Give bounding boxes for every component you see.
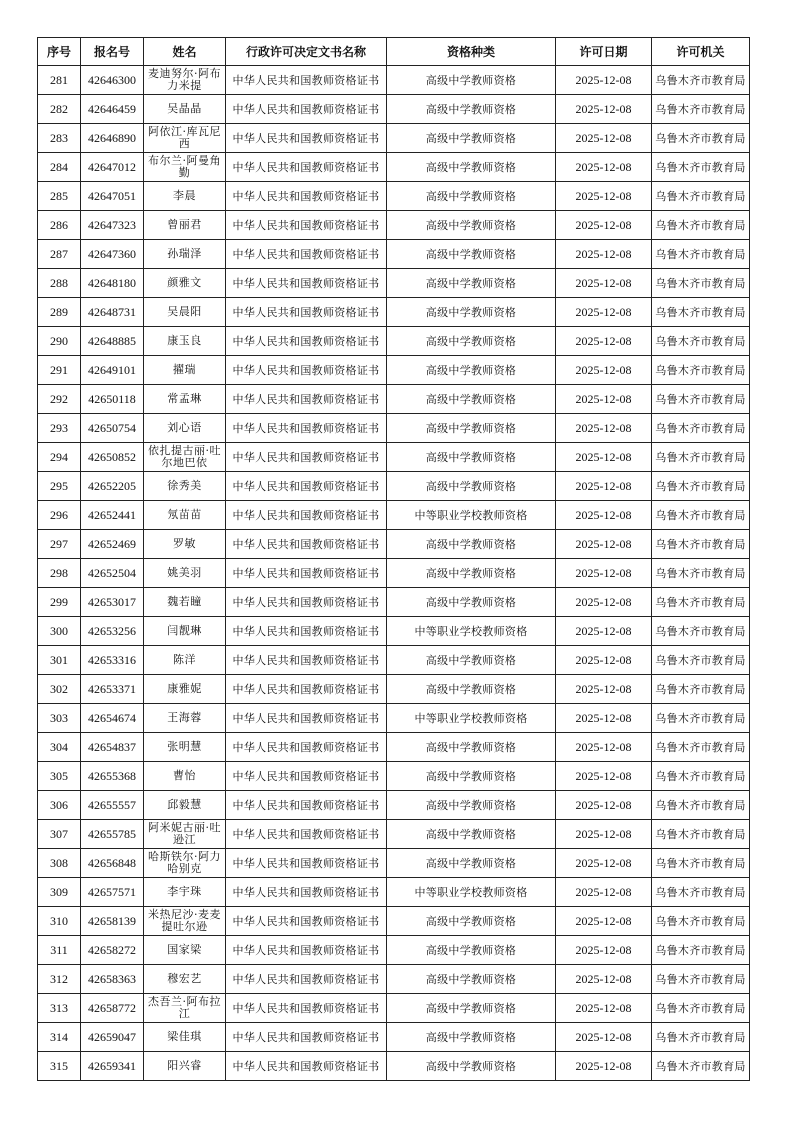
license-date-cell: 2025-12-08 <box>556 153 652 182</box>
document-name-cell: 中华人民共和国教师资格证书 <box>226 675 387 704</box>
license-date-cell: 2025-12-08 <box>556 994 652 1023</box>
name-cell: 阳兴睿 <box>144 1052 226 1081</box>
document-name-cell: 中华人民共和国教师资格证书 <box>226 95 387 124</box>
registration-number-cell: 42652469 <box>81 530 144 559</box>
index-cell: 292 <box>38 385 81 414</box>
license-date-cell: 2025-12-08 <box>556 472 652 501</box>
licensing-authority-cell: 乌鲁木齐市教育局 <box>652 907 750 936</box>
qualification-type-cell: 高级中学教师资格 <box>387 1023 556 1052</box>
document-name-cell: 中华人民共和国教师资格证书 <box>226 559 387 588</box>
document-name-cell: 中华人民共和国教师资格证书 <box>226 762 387 791</box>
qualification-type-cell: 中等职业学校教师资格 <box>387 617 556 646</box>
licensing-authority-cell: 乌鲁木齐市教育局 <box>652 240 750 269</box>
index-cell: 311 <box>38 936 81 965</box>
registration-number-cell: 42647051 <box>81 182 144 211</box>
qualification-type-cell: 高级中学教师资格 <box>387 907 556 936</box>
document-name-cell: 中华人民共和国教师资格证书 <box>226 994 387 1023</box>
table-row <box>38 240 750 269</box>
name-cell: 吴晨阳 <box>144 298 226 327</box>
document-name-cell: 中华人民共和国教师资格证书 <box>226 356 387 385</box>
index-cell: 305 <box>38 762 81 791</box>
licensing-authority-cell: 乌鲁木齐市教育局 <box>652 1023 750 1052</box>
qualification-type-cell: 高级中学教师资格 <box>387 269 556 298</box>
licensing-authority-cell: 乌鲁木齐市教育局 <box>652 95 750 124</box>
table-row <box>38 994 750 1023</box>
license-date-cell: 2025-12-08 <box>556 849 652 878</box>
license-date-cell: 2025-12-08 <box>556 298 652 327</box>
registration-number-cell: 42647323 <box>81 211 144 240</box>
qualification-type-cell: 高级中学教师资格 <box>387 965 556 994</box>
table-row <box>38 675 750 704</box>
index-cell: 314 <box>38 1023 81 1052</box>
registration-number-cell: 42654837 <box>81 733 144 762</box>
index-cell: 294 <box>38 443 81 472</box>
licensing-authority-cell: 乌鲁木齐市教育局 <box>652 559 750 588</box>
name-cell: 姚美羽 <box>144 559 226 588</box>
registration-number-cell: 42649101 <box>81 356 144 385</box>
name-cell: 麦迪努尔·阿布力米提 <box>144 66 226 95</box>
licensing-authority-cell: 乌鲁木齐市教育局 <box>652 414 750 443</box>
table-row <box>38 443 750 472</box>
licensing-authority-cell: 乌鲁木齐市教育局 <box>652 704 750 733</box>
licensing-authority-cell: 乌鲁木齐市教育局 <box>652 820 750 849</box>
registration-number-cell: 42653017 <box>81 588 144 617</box>
document-name-cell: 中华人民共和国教师资格证书 <box>226 878 387 907</box>
document-name-cell: 中华人民共和国教师资格证书 <box>226 298 387 327</box>
licensing-authority-cell: 乌鲁木齐市教育局 <box>652 849 750 878</box>
qualification-type-cell: 中等职业学校教师资格 <box>387 501 556 530</box>
qualification-type-cell: 高级中学教师资格 <box>387 733 556 762</box>
header-registration-number: 报名号 <box>81 38 144 66</box>
registration-number-cell: 42648885 <box>81 327 144 356</box>
index-cell: 295 <box>38 472 81 501</box>
name-cell: 李宇珠 <box>144 878 226 907</box>
licensing-authority-cell: 乌鲁木齐市教育局 <box>652 269 750 298</box>
name-cell: 孙瑞泽 <box>144 240 226 269</box>
qualification-type-cell: 高级中学教师资格 <box>387 95 556 124</box>
index-cell: 300 <box>38 617 81 646</box>
license-date-cell: 2025-12-08 <box>556 791 652 820</box>
license-date-cell: 2025-12-08 <box>556 733 652 762</box>
licensing-authority-cell: 乌鲁木齐市教育局 <box>652 994 750 1023</box>
document-name-cell: 中华人民共和国教师资格证书 <box>226 182 387 211</box>
licensing-authority-cell: 乌鲁木齐市教育局 <box>652 385 750 414</box>
name-cell: 布尔兰·阿曼角勤 <box>144 153 226 182</box>
licensing-authority-cell: 乌鲁木齐市教育局 <box>652 182 750 211</box>
index-cell: 286 <box>38 211 81 240</box>
registration-number-cell: 42650852 <box>81 443 144 472</box>
table-row <box>38 762 750 791</box>
license-date-cell: 2025-12-08 <box>556 936 652 965</box>
registration-number-cell: 42647012 <box>81 153 144 182</box>
document-name-cell: 中华人民共和国教师资格证书 <box>226 791 387 820</box>
licensing-authority-cell: 乌鲁木齐市教育局 <box>652 878 750 907</box>
document-name-cell: 中华人民共和国教师资格证书 <box>226 907 387 936</box>
index-cell: 291 <box>38 356 81 385</box>
licensing-authority-cell: 乌鲁木齐市教育局 <box>652 124 750 153</box>
name-cell: 米热尼沙·麦麦提吐尔逊 <box>144 907 226 936</box>
qualification-type-cell: 中等职业学校教师资格 <box>387 878 556 907</box>
licensing-authority-cell: 乌鲁木齐市教育局 <box>652 66 750 95</box>
document-page <box>37 37 749 1081</box>
license-date-cell: 2025-12-08 <box>556 385 652 414</box>
table-row <box>38 124 750 153</box>
table-row <box>38 849 750 878</box>
qualification-type-cell: 高级中学教师资格 <box>387 936 556 965</box>
registration-number-cell: 42653256 <box>81 617 144 646</box>
licensing-authority-cell: 乌鲁木齐市教育局 <box>652 472 750 501</box>
registration-number-cell: 42652441 <box>81 501 144 530</box>
name-cell: 常孟琳 <box>144 385 226 414</box>
table-row <box>38 965 750 994</box>
licensing-authority-cell: 乌鲁木齐市教育局 <box>652 588 750 617</box>
licensing-authority-cell: 乌鲁木齐市教育局 <box>652 617 750 646</box>
index-cell: 284 <box>38 153 81 182</box>
index-cell: 304 <box>38 733 81 762</box>
table-row <box>38 211 750 240</box>
registration-number-cell: 42653371 <box>81 675 144 704</box>
qualification-type-cell: 高级中学教师资格 <box>387 240 556 269</box>
document-name-cell: 中华人民共和国教师资格证书 <box>226 472 387 501</box>
registration-number-cell: 42655785 <box>81 820 144 849</box>
license-date-cell: 2025-12-08 <box>556 675 652 704</box>
document-name-cell: 中华人民共和国教师资格证书 <box>226 153 387 182</box>
document-name-cell: 中华人民共和国教师资格证书 <box>226 1052 387 1081</box>
document-name-cell: 中华人民共和国教师资格证书 <box>226 849 387 878</box>
qualification-type-cell: 高级中学教师资格 <box>387 530 556 559</box>
index-cell: 298 <box>38 559 81 588</box>
document-name-cell: 中华人民共和国教师资格证书 <box>226 820 387 849</box>
table-row <box>38 298 750 327</box>
license-date-cell: 2025-12-08 <box>556 66 652 95</box>
qualification-type-cell: 高级中学教师资格 <box>387 298 556 327</box>
document-name-cell: 中华人民共和国教师资格证书 <box>226 588 387 617</box>
table-row <box>38 646 750 675</box>
document-name-cell: 中华人民共和国教师资格证书 <box>226 385 387 414</box>
qualification-type-cell: 高级中学教师资格 <box>387 356 556 385</box>
table-row <box>38 820 750 849</box>
name-cell: 邱毅慧 <box>144 791 226 820</box>
registration-number-cell: 42646890 <box>81 124 144 153</box>
licensing-authority-cell: 乌鲁木齐市教育局 <box>652 646 750 675</box>
index-cell: 289 <box>38 298 81 327</box>
document-name-cell: 中华人民共和国教师资格证书 <box>226 704 387 733</box>
license-date-cell: 2025-12-08 <box>556 1023 652 1052</box>
license-table <box>37 37 750 1081</box>
license-date-cell: 2025-12-08 <box>556 182 652 211</box>
table-row <box>38 704 750 733</box>
registration-number-cell: 42648731 <box>81 298 144 327</box>
name-cell: 康玉良 <box>144 327 226 356</box>
qualification-type-cell: 高级中学教师资格 <box>387 327 556 356</box>
document-name-cell: 中华人民共和国教师资格证书 <box>226 240 387 269</box>
registration-number-cell: 42646300 <box>81 66 144 95</box>
qualification-type-cell: 高级中学教师资格 <box>387 1052 556 1081</box>
qualification-type-cell: 高级中学教师资格 <box>387 472 556 501</box>
license-date-cell: 2025-12-08 <box>556 646 652 675</box>
license-date-cell: 2025-12-08 <box>556 588 652 617</box>
header-document-name: 行政许可决定文书名称 <box>226 38 387 66</box>
registration-number-cell: 42654674 <box>81 704 144 733</box>
license-date-cell: 2025-12-08 <box>556 443 652 472</box>
table-row <box>38 791 750 820</box>
name-cell: 魏若瞳 <box>144 588 226 617</box>
document-name-cell: 中华人民共和国教师资格证书 <box>226 443 387 472</box>
table-row <box>38 907 750 936</box>
table-row <box>38 182 750 211</box>
index-cell: 313 <box>38 994 81 1023</box>
registration-number-cell: 42658363 <box>81 965 144 994</box>
table-row <box>38 530 750 559</box>
license-date-cell: 2025-12-08 <box>556 559 652 588</box>
registration-number-cell: 42648180 <box>81 269 144 298</box>
table-row <box>38 588 750 617</box>
license-date-cell: 2025-12-08 <box>556 356 652 385</box>
registration-number-cell: 42656848 <box>81 849 144 878</box>
qualification-type-cell: 高级中学教师资格 <box>387 124 556 153</box>
document-name-cell: 中华人民共和国教师资格证书 <box>226 414 387 443</box>
index-cell: 299 <box>38 588 81 617</box>
index-cell: 296 <box>38 501 81 530</box>
license-date-cell: 2025-12-08 <box>556 124 652 153</box>
qualification-type-cell: 高级中学教师资格 <box>387 414 556 443</box>
registration-number-cell: 42646459 <box>81 95 144 124</box>
name-cell: 刘心语 <box>144 414 226 443</box>
name-cell: 阿依江·库瓦尼西 <box>144 124 226 153</box>
license-date-cell: 2025-12-08 <box>556 1052 652 1081</box>
header-qualification-type: 资格种类 <box>387 38 556 66</box>
document-name-cell: 中华人民共和国教师资格证书 <box>226 733 387 762</box>
license-date-cell: 2025-12-08 <box>556 878 652 907</box>
licensing-authority-cell: 乌鲁木齐市教育局 <box>652 965 750 994</box>
name-cell: 张明慧 <box>144 733 226 762</box>
licensing-authority-cell: 乌鲁木齐市教育局 <box>652 211 750 240</box>
header-licensing-authority: 许可机关 <box>652 38 750 66</box>
license-date-cell: 2025-12-08 <box>556 269 652 298</box>
license-date-cell: 2025-12-08 <box>556 907 652 936</box>
name-cell: 康雅妮 <box>144 675 226 704</box>
licensing-authority-cell: 乌鲁木齐市教育局 <box>652 1052 750 1081</box>
name-cell: 哈斯铁尔·阿力哈别克 <box>144 849 226 878</box>
table-row <box>38 936 750 965</box>
index-cell: 302 <box>38 675 81 704</box>
table-body <box>38 66 750 1081</box>
license-date-cell: 2025-12-08 <box>556 704 652 733</box>
table-row <box>38 385 750 414</box>
index-cell: 287 <box>38 240 81 269</box>
registration-number-cell: 42659341 <box>81 1052 144 1081</box>
licensing-authority-cell: 乌鲁木齐市教育局 <box>652 153 750 182</box>
qualification-type-cell: 高级中学教师资格 <box>387 588 556 617</box>
qualification-type-cell: 高级中学教师资格 <box>387 66 556 95</box>
license-date-cell: 2025-12-08 <box>556 414 652 443</box>
table-row <box>38 617 750 646</box>
table-row <box>38 1023 750 1052</box>
name-cell: 陈洋 <box>144 646 226 675</box>
table-row <box>38 733 750 762</box>
registration-number-cell: 42658139 <box>81 907 144 936</box>
name-cell: 闫靓琳 <box>144 617 226 646</box>
name-cell: 阿米妮古丽·吐逊江 <box>144 820 226 849</box>
name-cell: 曾丽君 <box>144 211 226 240</box>
table-row <box>38 559 750 588</box>
qualification-type-cell: 高级中学教师资格 <box>387 994 556 1023</box>
table-row <box>38 356 750 385</box>
registration-number-cell: 42658272 <box>81 936 144 965</box>
index-cell: 312 <box>38 965 81 994</box>
licensing-authority-cell: 乌鲁木齐市教育局 <box>652 356 750 385</box>
document-name-cell: 中华人民共和国教师资格证书 <box>226 530 387 559</box>
document-name-cell: 中华人民共和国教师资格证书 <box>226 1023 387 1052</box>
table-row <box>38 472 750 501</box>
document-name-cell: 中华人民共和国教师资格证书 <box>226 501 387 530</box>
registration-number-cell: 42652205 <box>81 472 144 501</box>
license-date-cell: 2025-12-08 <box>556 530 652 559</box>
registration-number-cell: 42657571 <box>81 878 144 907</box>
license-date-cell: 2025-12-08 <box>556 762 652 791</box>
qualification-type-cell: 高级中学教师资格 <box>387 820 556 849</box>
index-cell: 301 <box>38 646 81 675</box>
document-name-cell: 中华人民共和国教师资格证书 <box>226 327 387 356</box>
licensing-authority-cell: 乌鲁木齐市教育局 <box>652 733 750 762</box>
table-row <box>38 501 750 530</box>
index-cell: 281 <box>38 66 81 95</box>
name-cell: 梁佳琪 <box>144 1023 226 1052</box>
document-name-cell: 中华人民共和国教师资格证书 <box>226 646 387 675</box>
licensing-authority-cell: 乌鲁木齐市教育局 <box>652 501 750 530</box>
index-cell: 288 <box>38 269 81 298</box>
index-cell: 290 <box>38 327 81 356</box>
name-cell: 依扎提古丽·吐尔地巴依 <box>144 443 226 472</box>
index-cell: 297 <box>38 530 81 559</box>
registration-number-cell: 42658772 <box>81 994 144 1023</box>
registration-number-cell: 42655557 <box>81 791 144 820</box>
document-name-cell: 中华人民共和国教师资格证书 <box>226 124 387 153</box>
qualification-type-cell: 高级中学教师资格 <box>387 675 556 704</box>
index-cell: 285 <box>38 182 81 211</box>
qualification-type-cell: 中等职业学校教师资格 <box>387 704 556 733</box>
name-cell: 王海蓉 <box>144 704 226 733</box>
index-cell: 303 <box>38 704 81 733</box>
license-date-cell: 2025-12-08 <box>556 327 652 356</box>
licensing-authority-cell: 乌鲁木齐市教育局 <box>652 791 750 820</box>
table-row <box>38 414 750 443</box>
name-cell: 罗敏 <box>144 530 226 559</box>
index-cell: 308 <box>38 849 81 878</box>
table-row <box>38 66 750 95</box>
document-name-cell: 中华人民共和国教师资格证书 <box>226 936 387 965</box>
qualification-type-cell: 高级中学教师资格 <box>387 849 556 878</box>
table-row <box>38 153 750 182</box>
registration-number-cell: 42655368 <box>81 762 144 791</box>
licensing-authority-cell: 乌鲁木齐市教育局 <box>652 298 750 327</box>
qualification-type-cell: 高级中学教师资格 <box>387 791 556 820</box>
registration-number-cell: 42650118 <box>81 385 144 414</box>
qualification-type-cell: 高级中学教师资格 <box>387 153 556 182</box>
license-date-cell: 2025-12-08 <box>556 965 652 994</box>
index-cell: 309 <box>38 878 81 907</box>
document-name-cell: 中华人民共和国教师资格证书 <box>226 617 387 646</box>
header-license-date: 许可日期 <box>556 38 652 66</box>
table-row <box>38 878 750 907</box>
license-date-cell: 2025-12-08 <box>556 211 652 240</box>
licensing-authority-cell: 乌鲁木齐市教育局 <box>652 327 750 356</box>
index-cell: 283 <box>38 124 81 153</box>
qualification-type-cell: 高级中学教师资格 <box>387 443 556 472</box>
document-name-cell: 中华人民共和国教师资格证书 <box>226 269 387 298</box>
document-name-cell: 中华人民共和国教师资格证书 <box>226 211 387 240</box>
header-name: 姓名 <box>144 38 226 66</box>
index-cell: 307 <box>38 820 81 849</box>
license-date-cell: 2025-12-08 <box>556 501 652 530</box>
name-cell: 李晨 <box>144 182 226 211</box>
name-cell: 吴晶晶 <box>144 95 226 124</box>
qualification-type-cell: 高级中学教师资格 <box>387 762 556 791</box>
name-cell: 国家梁 <box>144 936 226 965</box>
registration-number-cell: 42647360 <box>81 240 144 269</box>
index-cell: 282 <box>38 95 81 124</box>
licensing-authority-cell: 乌鲁木齐市教育局 <box>652 530 750 559</box>
registration-number-cell: 42653316 <box>81 646 144 675</box>
qualification-type-cell: 高级中学教师资格 <box>387 385 556 414</box>
document-name-cell: 中华人民共和国教师资格证书 <box>226 66 387 95</box>
name-cell: 擢瑞 <box>144 356 226 385</box>
license-date-cell: 2025-12-08 <box>556 95 652 124</box>
name-cell: 穆宏艺 <box>144 965 226 994</box>
licensing-authority-cell: 乌鲁木齐市教育局 <box>652 443 750 472</box>
registration-number-cell: 42650754 <box>81 414 144 443</box>
header-index: 序号 <box>38 38 81 66</box>
table-row <box>38 1052 750 1081</box>
licensing-authority-cell: 乌鲁木齐市教育局 <box>652 936 750 965</box>
qualification-type-cell: 高级中学教师资格 <box>387 559 556 588</box>
license-date-cell: 2025-12-08 <box>556 240 652 269</box>
qualification-type-cell: 高级中学教师资格 <box>387 182 556 211</box>
qualification-type-cell: 高级中学教师资格 <box>387 646 556 675</box>
table-row <box>38 269 750 298</box>
license-date-cell: 2025-12-08 <box>556 617 652 646</box>
index-cell: 306 <box>38 791 81 820</box>
licensing-authority-cell: 乌鲁木齐市教育局 <box>652 762 750 791</box>
table-header-row <box>38 38 750 66</box>
registration-number-cell: 42652504 <box>81 559 144 588</box>
licensing-authority-cell: 乌鲁木齐市教育局 <box>652 675 750 704</box>
document-name-cell: 中华人民共和国教师资格证书 <box>226 965 387 994</box>
table-row <box>38 327 750 356</box>
registration-number-cell: 42659047 <box>81 1023 144 1052</box>
index-cell: 315 <box>38 1052 81 1081</box>
name-cell: 徐秀美 <box>144 472 226 501</box>
name-cell: 颜雅文 <box>144 269 226 298</box>
index-cell: 310 <box>38 907 81 936</box>
index-cell: 293 <box>38 414 81 443</box>
license-date-cell: 2025-12-08 <box>556 820 652 849</box>
name-cell: 杰吾兰·阿布拉江 <box>144 994 226 1023</box>
table-row <box>38 95 750 124</box>
name-cell: 曹怡 <box>144 762 226 791</box>
qualification-type-cell: 高级中学教师资格 <box>387 211 556 240</box>
name-cell: 氖苗苗 <box>144 501 226 530</box>
